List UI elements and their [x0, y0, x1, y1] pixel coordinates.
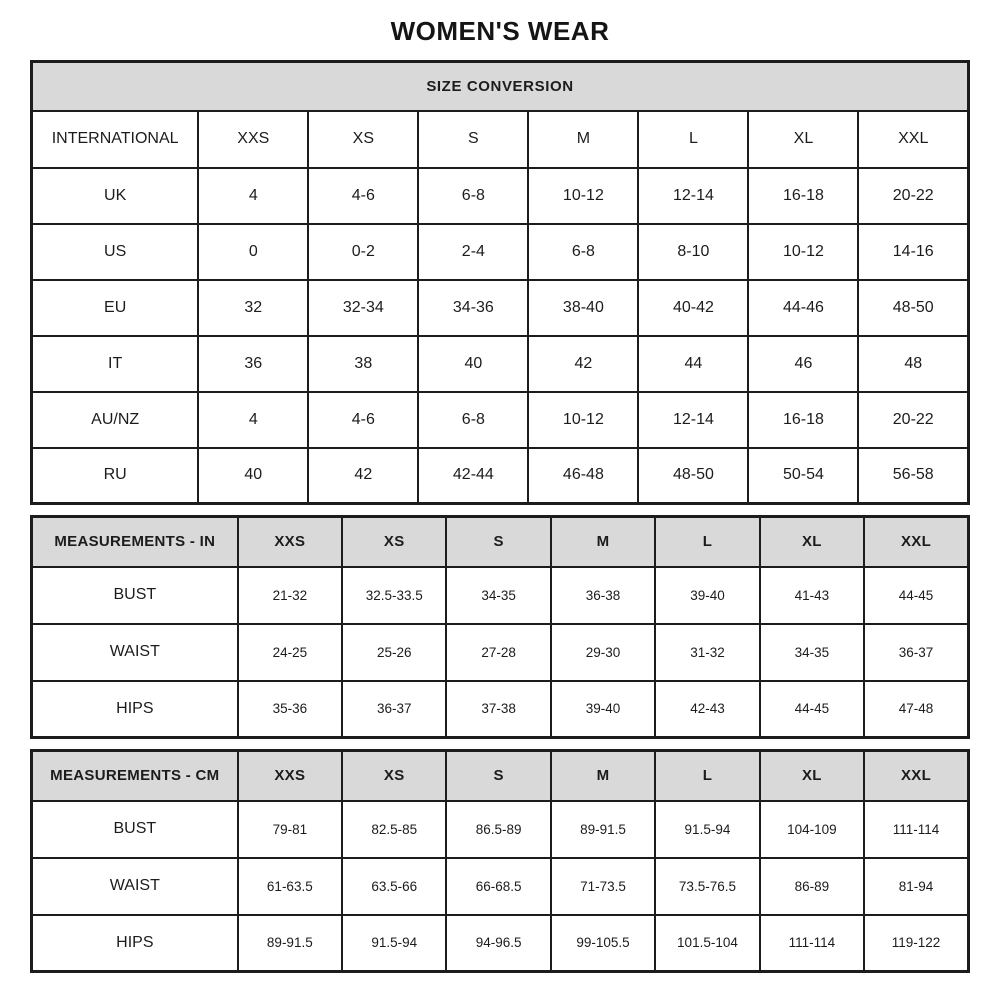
- size-value-cell: 34-36: [418, 280, 528, 336]
- page-title: WOMEN'S WEAR: [390, 16, 610, 46]
- size-value-cell: 47-48: [864, 681, 968, 738]
- table-row: [32, 168, 969, 224]
- row-label: AU/NZ: [32, 392, 199, 448]
- size-value-cell: 32.5-33.5: [342, 567, 446, 624]
- row-label: UK: [32, 168, 199, 224]
- size-value-cell: 37-38: [446, 681, 550, 738]
- size-value-cell: 38: [308, 336, 418, 392]
- size-value-cell: 0-2: [308, 224, 418, 280]
- size-value-cell: 40: [418, 336, 528, 392]
- size-value-cell: 89-91.5: [551, 801, 655, 858]
- size-value-cell: 50-54: [748, 448, 858, 504]
- size-value-cell: 2-4: [418, 224, 528, 280]
- size-value-cell: 86.5-89: [446, 801, 550, 858]
- size-value-cell: 16-18: [748, 392, 858, 448]
- size-value-cell: 89-91.5: [238, 915, 342, 972]
- size-value-cell: 35-36: [238, 681, 342, 738]
- size-value-cell: 8-10: [638, 224, 748, 280]
- table-label-header: MEASUREMENTS - IN: [32, 517, 238, 567]
- size-value-cell: 20-22: [858, 392, 968, 448]
- column-header: L: [638, 111, 748, 168]
- size-value-cell: 104-109: [760, 801, 864, 858]
- size-value-cell: 73.5-76.5: [655, 858, 759, 915]
- column-header: S: [446, 751, 550, 801]
- table-row: [32, 915, 969, 972]
- size-value-cell: 14-16: [858, 224, 968, 280]
- size-value-cell: 12-14: [638, 168, 748, 224]
- size-value-cell: 34-35: [760, 624, 864, 681]
- size-value-cell: 34-35: [446, 567, 550, 624]
- size-value-cell: 10-12: [528, 392, 638, 448]
- size-value-cell: 44-45: [864, 567, 968, 624]
- column-header: XXS: [238, 751, 342, 801]
- size-value-cell: 6-8: [418, 168, 528, 224]
- column-header: XL: [748, 111, 858, 168]
- table-row: [32, 224, 969, 280]
- size-value-cell: 99-105.5: [551, 915, 655, 972]
- header-row: [32, 751, 969, 801]
- size-value-cell: 21-32: [238, 567, 342, 624]
- size-value-cell: 16-18: [748, 168, 858, 224]
- size-value-cell: 0: [198, 224, 308, 280]
- row-label: WAIST: [32, 858, 238, 915]
- size-value-cell: 32: [198, 280, 308, 336]
- column-header: XXL: [858, 111, 968, 168]
- size-value-cell: 91.5-94: [342, 915, 446, 972]
- size-value-cell: 39-40: [551, 681, 655, 738]
- size-value-cell: 4-6: [308, 392, 418, 448]
- size-value-cell: 4-6: [308, 168, 418, 224]
- column-header: XL: [760, 517, 864, 567]
- column-header: XS: [342, 517, 446, 567]
- column-header: L: [655, 751, 759, 801]
- size-value-cell: 39-40: [655, 567, 759, 624]
- measurements-in-table: [30, 515, 970, 739]
- table-row: [32, 448, 969, 504]
- size-value-cell: 86-89: [760, 858, 864, 915]
- size-value-cell: 25-26: [342, 624, 446, 681]
- column-header: L: [655, 517, 759, 567]
- size-value-cell: 119-122: [864, 915, 968, 972]
- size-value-cell: 32-34: [308, 280, 418, 336]
- row-label: WAIST: [32, 624, 238, 681]
- size-value-cell: 91.5-94: [655, 801, 759, 858]
- size-value-cell: 36: [198, 336, 308, 392]
- table-title: SIZE CONVERSION: [32, 62, 969, 111]
- size-value-cell: 42-43: [655, 681, 759, 738]
- size-value-cell: 42-44: [418, 448, 528, 504]
- size-value-cell: 46: [748, 336, 858, 392]
- size-value-cell: 29-30: [551, 624, 655, 681]
- size-value-cell: 42: [308, 448, 418, 504]
- size-value-cell: 24-25: [238, 624, 342, 681]
- table-row: [32, 624, 969, 681]
- size-value-cell: 44-46: [748, 280, 858, 336]
- row-label: BUST: [32, 567, 238, 624]
- size-value-cell: 4: [198, 168, 308, 224]
- row-label: IT: [32, 336, 199, 392]
- size-value-cell: 82.5-85: [342, 801, 446, 858]
- table-row: [32, 567, 969, 624]
- size-value-cell: 36-37: [342, 681, 446, 738]
- size-value-cell: 61-63.5: [238, 858, 342, 915]
- column-header: XL: [760, 751, 864, 801]
- row-label: US: [32, 224, 199, 280]
- row-label: RU: [32, 448, 199, 504]
- size-value-cell: 10-12: [528, 168, 638, 224]
- size-value-cell: 48-50: [638, 448, 748, 504]
- size-value-cell: 31-32: [655, 624, 759, 681]
- column-header: XS: [308, 111, 418, 168]
- size-conversion-table: [30, 60, 970, 505]
- size-value-cell: 79-81: [238, 801, 342, 858]
- header-row: [32, 111, 969, 168]
- header-row: [32, 517, 969, 567]
- column-header: S: [446, 517, 550, 567]
- column-header: M: [551, 517, 655, 567]
- row-label: BUST: [32, 801, 238, 858]
- table-row: [32, 858, 969, 915]
- table-label-header: MEASUREMENTS - CM: [32, 751, 238, 801]
- size-value-cell: 40-42: [638, 280, 748, 336]
- column-header: XXS: [238, 517, 342, 567]
- size-value-cell: 36-37: [864, 624, 968, 681]
- size-value-cell: 38-40: [528, 280, 638, 336]
- size-value-cell: 10-12: [748, 224, 858, 280]
- column-header: XXL: [864, 517, 968, 567]
- size-value-cell: 111-114: [760, 915, 864, 972]
- size-value-cell: 48-50: [858, 280, 968, 336]
- size-value-cell: 6-8: [528, 224, 638, 280]
- table-row: [32, 392, 969, 448]
- table-row: [32, 336, 969, 392]
- size-value-cell: 12-14: [638, 392, 748, 448]
- size-value-cell: 63.5-66: [342, 858, 446, 915]
- size-value-cell: 111-114: [864, 801, 968, 858]
- measurements-cm-table: [30, 749, 970, 973]
- size-value-cell: 6-8: [418, 392, 528, 448]
- size-value-cell: 4: [198, 392, 308, 448]
- size-value-cell: 56-58: [858, 448, 968, 504]
- size-value-cell: 27-28: [446, 624, 550, 681]
- column-header: XS: [342, 751, 446, 801]
- size-value-cell: 42: [528, 336, 638, 392]
- size-value-cell: 44: [638, 336, 748, 392]
- table-title-row: [32, 62, 969, 111]
- size-value-cell: 101.5-104: [655, 915, 759, 972]
- size-value-cell: 71-73.5: [551, 858, 655, 915]
- column-header: M: [551, 751, 655, 801]
- column-header: XXS: [198, 111, 308, 168]
- table-label-header: INTERNATIONAL: [32, 111, 199, 168]
- size-value-cell: 40: [198, 448, 308, 504]
- size-value-cell: 66-68.5: [446, 858, 550, 915]
- size-value-cell: 20-22: [858, 168, 968, 224]
- size-value-cell: 41-43: [760, 567, 864, 624]
- size-value-cell: 81-94: [864, 858, 968, 915]
- table-row: [32, 280, 969, 336]
- row-label: HIPS: [32, 915, 238, 972]
- row-label: EU: [32, 280, 199, 336]
- size-value-cell: 94-96.5: [446, 915, 550, 972]
- column-header: S: [418, 111, 528, 168]
- size-value-cell: 46-48: [528, 448, 638, 504]
- size-value-cell: 48: [858, 336, 968, 392]
- table-row: [32, 681, 969, 738]
- column-header: M: [528, 111, 638, 168]
- column-header: XXL: [864, 751, 968, 801]
- table-row: [32, 801, 969, 858]
- size-value-cell: 44-45: [760, 681, 864, 738]
- row-label: HIPS: [32, 681, 238, 738]
- size-value-cell: 36-38: [551, 567, 655, 624]
